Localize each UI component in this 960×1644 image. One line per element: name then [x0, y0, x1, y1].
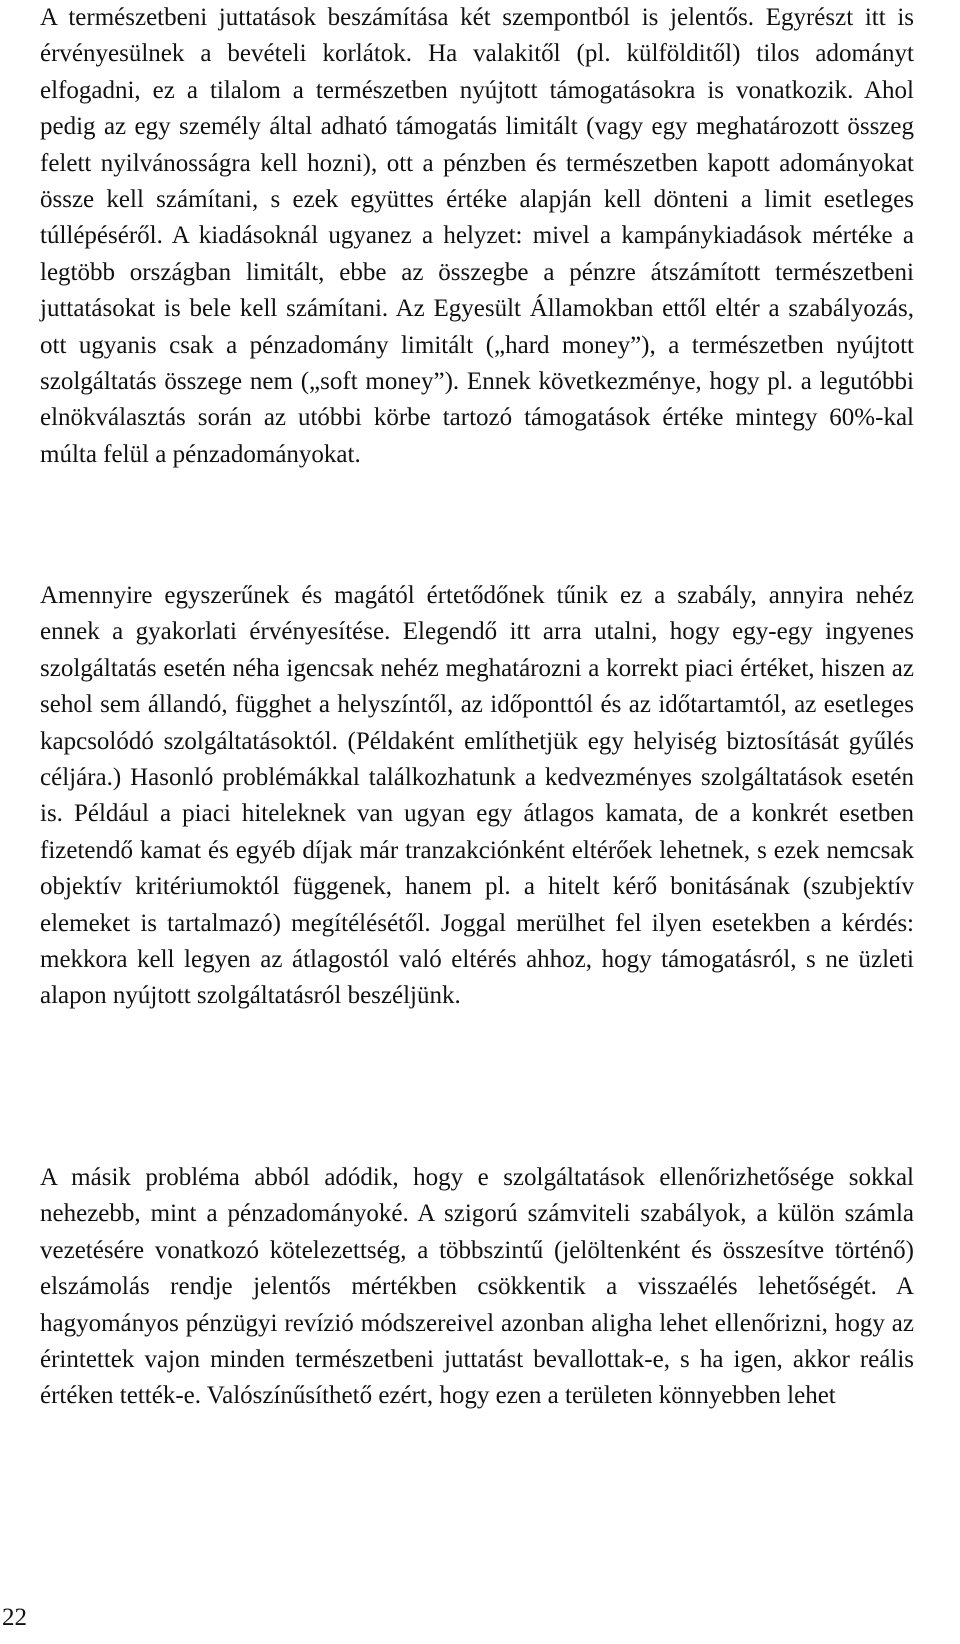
- paragraph-verification-problem: A másik probléma abból adódik, hogy e szolgáltatások ellenőrizhetősége sokkal nehezebb, mint a pénzadományoké. A szigorú számviteli szabályok, a külön számla vezetésére vonatkozó kötelezettség, a többszintű (jelöltenként és összesítve történő) elszámolás rendje jelentős mértékben csökkentik a visszaélés lehetőségét. A hagyományos pénzügyi revízió módszereivel azonban aligha lehet ellenőrizni, hogy az érintettek vajon minden természetbeni juttatást bevallottak-e, s ha igen, akkor reális értéken tették-e. Valószínűsíthető ezért, hogy ezen a területen könnyebben lehet: [40, 1164, 914, 1410]
- paragraph-in-kind-contributions: A természetbeni juttatások beszámítása két szempontból is jelentős. Egyrészt itt is érvényesülnek a bevételi korlátok. Ha valakitől (pl. külfölditől) tilos adományt elfogadni, ez a tilalom a természetben nyújtott támogatásokra is vonatkozik. Ahol pedig az egy személy által adható támogatás limitált (vagy egy meghatározott összeg felett nyilvánosságra kell hozni), ott a pénzben és természetben kapott adományokat össze kell számítani, s ezek együttes értéke alapján kell dönteni a limit esetleges túllépéséről. A kiadásoknál ugyanez a helyzet: mivel a kampánykiadások mértéke a legtöbb országban limitált, ebbe az összegbe a pénzre átszámított természetbeni juttatásokat is bele kell számítani. Az Egyesült Államokban ettől eltér a szabályozás, ott ugyanis csak a pénzadomány limitált („hard money”), a természetben nyújtott szolgáltatás összege nem („soft money”). Ennek következménye, hogy pl. a legutóbbi elnökválasztás során az utóbbi körbe tartozó támogatások értéke mintegy 60%-kal múlta felül a pénzadományokat.: [40, 4, 914, 468]
- page-number: 22: [2, 1604, 27, 1631]
- paragraph-enforcement-difficulty: Amennyire egyszerűnek és magától értetődőnek tűnik ez a szabály, annyira nehéz ennek a gyakorlati érvényesítése. Elegendő itt arra utalni, hogy egy-egy ingyenes szolgáltatás esetén néha igencsak nehéz meghatározni a korrekt piaci értéket, hiszen az sehol sem állandó, függhet a helyszíntől, az időponttól és az időtartamtól, az esetleges kapcsolódó szolgáltatásoktól. (Példaként említhetjük egy helyiség biztosítását gyűlés céljára.) Hasonló problémákkal találkozhatunk a kedvezményes szolgáltatások esetén is. Például a piaci hiteleknek van ugyan egy átlagos kamata, de a konkrét esetben fizetendő kamat és egyéb díjak már tranzakciónként eltérőek lehetnek, s ezek nemcsak objektív kritériumoktól függenek, hanem pl. a hitelt kérő bonitásának (szubjektív elemeket is tartalmazó) megítélésétől. Joggal merülhet fel ilyen esetekben a kérdés: mekkora kell legyen az átlagostól való eltérés ahhoz, hogy támogatásról, s ne üzleti alapon nyújtott szolgáltatásról beszéljünk.: [40, 582, 914, 1010]
